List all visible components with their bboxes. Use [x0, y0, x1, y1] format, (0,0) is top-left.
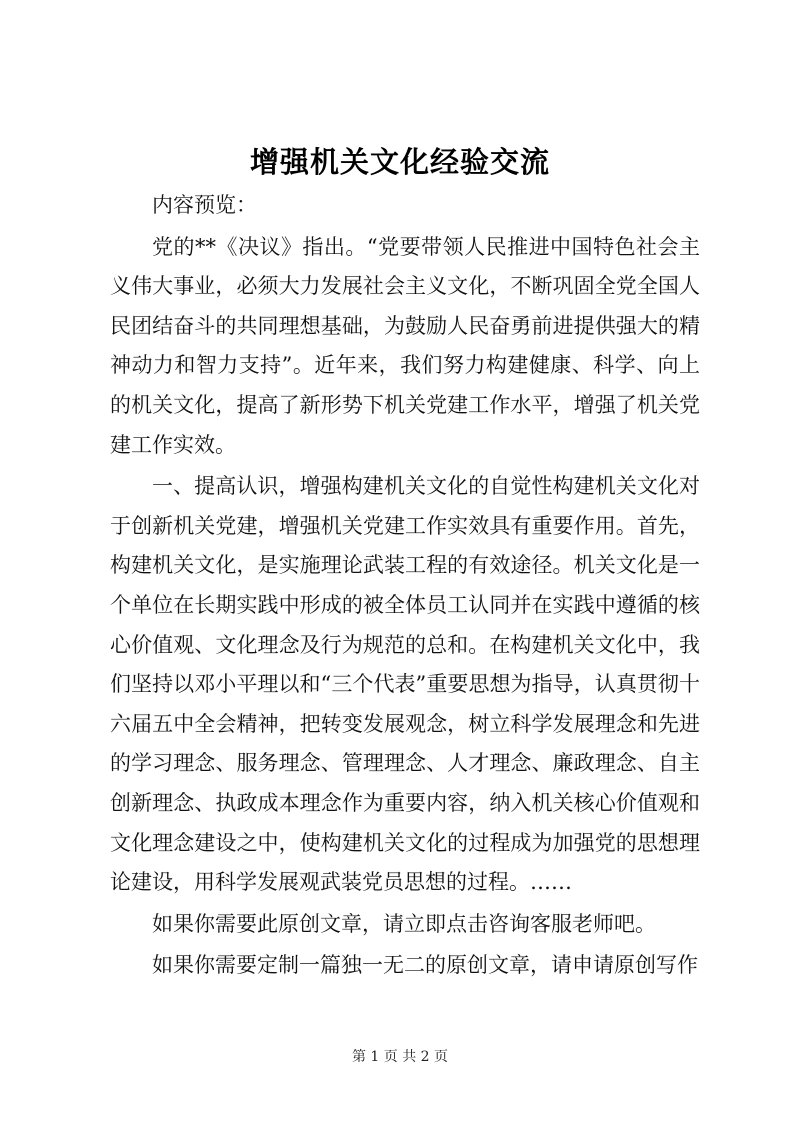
- document-body: [110, 186, 700, 988]
- paragraph-custom-request: 如果你需要定制一篇独一无二的原创文章，请申请原创写作: [152, 953, 698, 978]
- document-title: 增强机关文化经验交流: [249, 145, 550, 179]
- paragraph-consult-link[interactable]: 如果你需要此原创文章，请立即点击咨询客服老师吧。: [152, 911, 656, 936]
- preview-label: 内容预览：: [152, 193, 257, 217]
- paragraph-intro: 党的**《决议》指出。“党要带领人民推进中国特色社会主义伟大事业，必须大力发展社会主义文化，不断巩固全党全国人民团结奋斗的共同理想基础，为鼓励人民奋勇前进提供强大的精神动力和智力支持”。近年来，我们努力构建健康、科学、向上的机关文化，提高了新形势下机关党建工作水平，增强了机关党建工作实效。: [110, 234, 700, 457]
- page-footer: 第 1 页 共 2 页: [351, 1049, 449, 1065]
- paragraph-section-one: 一、提高认识，增强构建机关文化的自觉性构建机关文化对于创新机关党建，增强机关党建工作实效具有重要作用。首先，构建机关文化，是实施理论武装工程的有效途径。机关文化是一个单位在长期实践中形成的被全体员工认同并在实践中遵循的核心价值观、文化理念及行为规范的总和。在构建机关文化中，我们坚持以邓小平理以和“三个代表”重要思想为指导，认真贯彻十六届五中全会精神，把转变发展观念，树立科学发展理念和先进的学习理念、服务理念、管理理念、人才理念、廉政理念、自主创新理念、执政成本理念作为重要内容，纳入机关核心价值观和文化理念建设之中，使构建机关文化的过程成为加强党的思想理论建设，用科学发展观武装党员思想的过程。……: [110, 474, 700, 895]
